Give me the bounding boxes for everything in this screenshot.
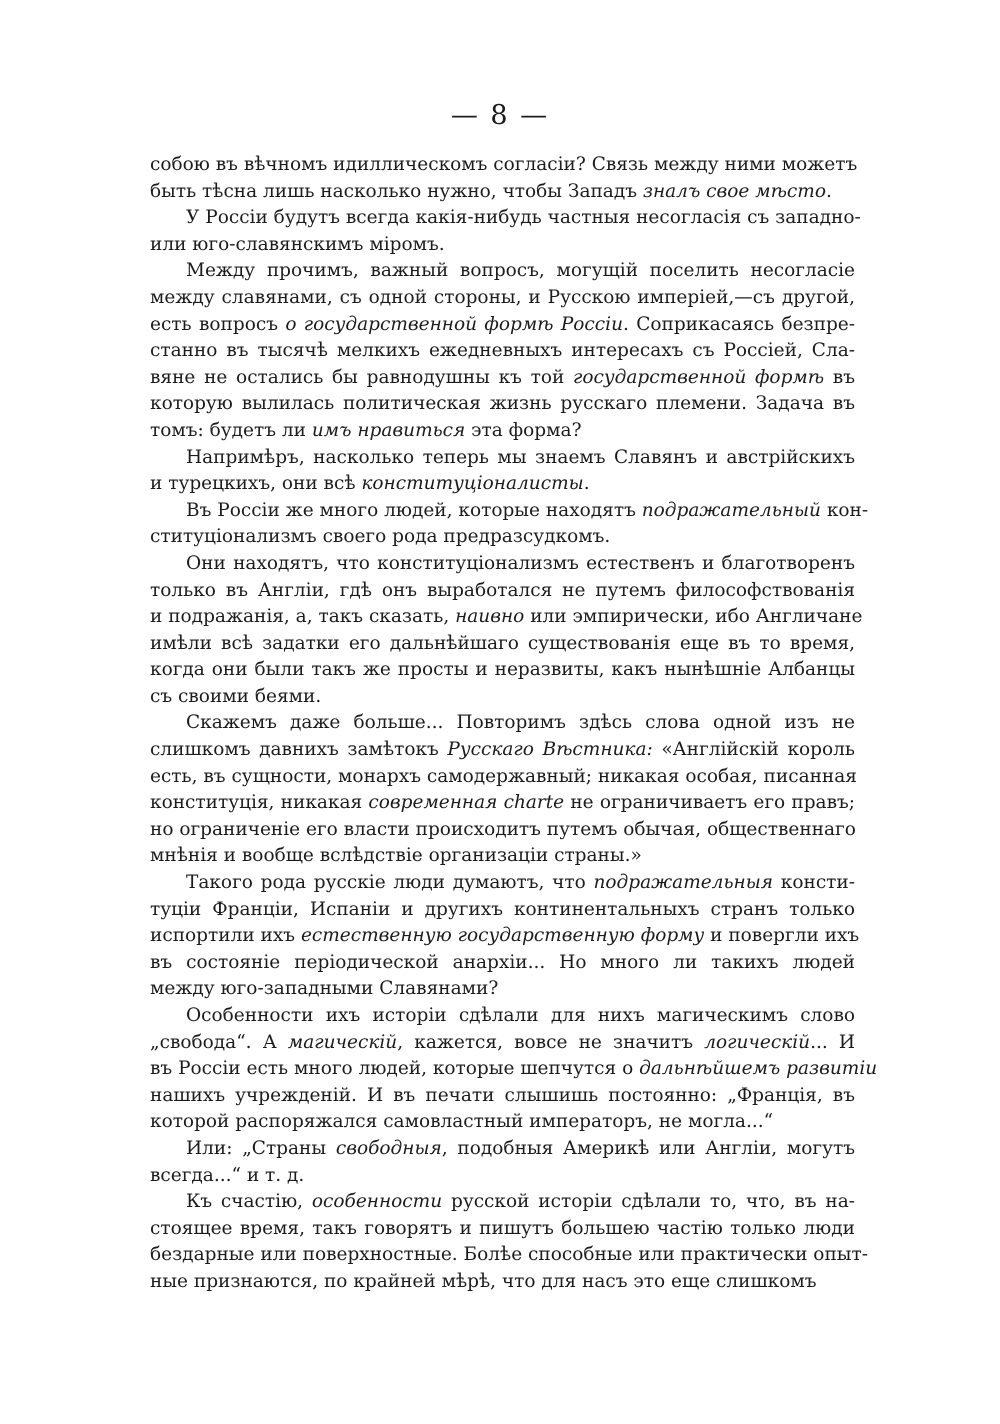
page-number: — 8 — [450,100,550,131]
text-body [150,152,878,1296]
text-segment: . Соприкасаясь безпре- [622,313,855,335]
text-line [150,657,855,684]
text-line [150,232,855,259]
text-segment: , подобныя Америкѣ или Англіи, могутъ [441,1137,855,1159]
italic-phrase: о государственной формѣ Россіи [285,313,623,335]
paragraph [150,258,855,444]
text-segment: испортили ихъ [150,925,301,947]
text-segment: между славянами, съ одной стороны, и Русскою имперіей,—съ другой, [150,286,855,308]
text-line [150,1163,855,1190]
text-line [150,1269,855,1296]
text-segment: въ Россіи есть много людей, которые шепчутся о [150,1058,640,1080]
text-segment: «Англійскій король [652,739,855,761]
text-segment: слишкомъ давнихъ замѣтокъ [150,739,448,761]
text-segment: есть, въ сущности, монархъ самодержавный; никакая особая, писанная [150,765,857,787]
text-line [150,976,855,1003]
text-segment: или юго-славянскимъ міромъ. [150,233,445,255]
text-segment: конституція, никакая [150,792,369,814]
text-line [150,418,855,445]
text-segment: и повергли ихъ [704,925,860,947]
text-line [150,312,855,339]
text-segment: ные признаются, по крайней мѣрѣ, что для насъ это еще слишкомъ [150,1270,817,1292]
text-segment: стоящее время, такъ говорятъ и пишутъ большею частію только люди [150,1217,855,1239]
text-segment: Такого рода русскіе люди думаютъ, что [186,872,594,894]
italic-phrase: логическій [704,1031,811,1053]
italic-phrase: подражательный [641,499,821,521]
paragraph [150,205,861,258]
text-segment: Въ Россіи же много людей, которые находятъ [186,499,642,521]
text-line [150,737,855,764]
paragraph [150,1189,868,1295]
text-line [150,923,860,950]
text-segment: Къ счастію, [186,1191,312,1213]
text-segment: ституціонализмъ своего рода предразсудкомъ. [150,526,611,548]
italic-phrase: современная charte [368,792,565,814]
text-line [150,1216,855,1243]
text-segment: но ограниченіе его власти происходитъ путемъ обычая, общественнаго [150,818,856,840]
italic-phrase: особенности [311,1191,443,1213]
text-segment: только въ Англіи, гдѣ онъ выработался не путемъ философствованія [150,579,855,601]
text-line [150,179,855,206]
italic-phrase: дальнѣйшемъ развитіи [639,1058,878,1080]
paragraph [150,551,863,711]
text-segment: Скажемъ даже больше... Повторимъ здѣсь слова одной изъ не [186,712,855,734]
text-segment: , кажется, вовсе не значитъ [397,1031,705,1053]
text-segment: или эмпирически, ибо Англичане [524,606,863,628]
text-line [150,1109,855,1136]
text-line [150,524,855,551]
text-segment: есть вопросъ [150,313,286,335]
paragraph [150,445,855,498]
text-segment: . [825,180,832,202]
text-line [150,631,855,658]
text-segment: станно въ тысячѣ мелкихъ ежедневныхъ интересахъ съ Россіей, Сла- [150,340,855,362]
text-segment: въ [824,366,855,388]
text-segment: которую вылилась политическая жизнь русскаго племени. Задача въ [150,393,855,415]
italic-phrase: имъ нравиться [311,419,466,441]
paragraph [150,870,860,1003]
text-segment: русской исторіи сдѣлали то, что, въ на- [442,1191,855,1213]
text-line [150,764,855,791]
italic-phrase: магическій [287,1031,398,1053]
text-line [150,1003,855,1030]
italic-phrase: зналъ свое мѣсто [642,180,826,202]
text-line [150,551,855,578]
text-segment: консти- [773,872,855,894]
text-segment: туціи Франціи, Испаніи и другихъ континентальныхъ странъ только [150,898,855,920]
text-line [150,604,863,631]
text-line [150,790,855,817]
text-segment: У Россіи будутъ всегда какія-нибудь частныя несогласія съ западно- [186,207,861,229]
italic-phrase: естественную государственную форму [300,925,705,947]
text-line [150,897,855,924]
text-segment: Напримѣръ, насколько теперь мы знаемъ Славянъ и австрійскихъ [186,446,855,468]
paragraph [150,498,869,551]
text-segment: „свобода“. А [150,1031,288,1053]
text-line [150,258,855,285]
text-segment: собою въ вѣчномъ идиллическомъ согласіи? Связь между ними можетъ [150,154,858,175]
text-segment: . [583,473,590,495]
text-line [150,498,869,525]
text-line [150,1083,855,1110]
text-segment: быть тѣсна лишь насколько нужно, чтобы Западъ [150,180,643,202]
paragraph [150,1003,878,1136]
italic-phrase: свободныя [335,1137,442,1159]
italic-phrase: конституціоналисты [361,473,584,495]
text-line [150,870,855,897]
text-line [150,843,855,870]
italic-phrase: Русскаго Вѣстника: [447,739,653,761]
text-segment: нашихъ учрежденій. И въ печати слышишь постоянно: „Франція, въ [150,1084,855,1106]
text-segment: въ состояніе періодической анархіи... Но много ли такихъ людей [150,951,855,973]
text-line [150,1056,878,1083]
text-line [150,205,861,232]
text-segment: и турецкихъ, они всѣ [150,473,362,495]
text-segment: между юго-западными Славянами? [150,978,499,1000]
text-line [150,710,855,737]
text-segment: Они находятъ, что конституціонализмъ естественъ и благотворенъ [186,552,855,574]
text-line [150,1030,855,1057]
text-segment: кон- [820,499,869,521]
text-line [150,578,855,605]
text-line [150,445,855,472]
text-line [150,1136,855,1163]
text-segment: Особенности ихъ исторіи сдѣлали для нихъ магическимъ слово [186,1005,855,1026]
text-segment: имѣли всѣ задатки его дальнѣйшаго существованія еще въ то время, [150,632,855,654]
text-line [150,950,855,977]
text-line [150,338,855,365]
italic-phrase: наивно [455,606,525,628]
text-segment: томъ: будетъ ли [150,419,312,441]
text-segment: когда они были такъ же просты и неразвиты, какъ нынѣшніе Албанцы [150,659,855,681]
text-line [150,684,855,711]
text-segment: съ своими беями. [150,685,322,707]
text-line [150,285,855,312]
text-line [150,471,855,498]
text-segment: эта форма? [465,419,582,441]
text-segment: мнѣнія и вообще вслѣдствіе организаціи страны.» [150,845,642,867]
text-segment: бездарные или поверхностные. Болѣе способные или практически опыт- [150,1244,868,1266]
text-line [150,1189,855,1216]
text-segment: и подражанія, а, такъ сказать, [150,606,456,628]
text-segment: которой распоряжался самовластный императоръ, не могла...“ [150,1111,774,1133]
text-segment: ... И [810,1031,856,1053]
text-segment: Между прочимъ, важный вопросъ, могущій поселить несогласіе [186,260,855,282]
text-segment: вяне не остались бы равнодушны къ той [150,366,574,388]
paragraph [150,710,855,870]
text-segment: всегда...“ и т. д. [150,1164,305,1186]
text-line [150,817,855,844]
text-segment: Или: „Страны [186,1137,336,1159]
italic-phrase: подражательныя [593,872,774,894]
text-line [150,365,855,392]
paragraph [150,1136,855,1189]
text-line [150,391,855,418]
italic-phrase: государственной формѣ [573,366,825,388]
text-segment: не ограничиваетъ его правъ; [564,792,856,814]
text-line [150,152,858,179]
text-line [150,1242,868,1269]
paragraph [150,152,858,205]
